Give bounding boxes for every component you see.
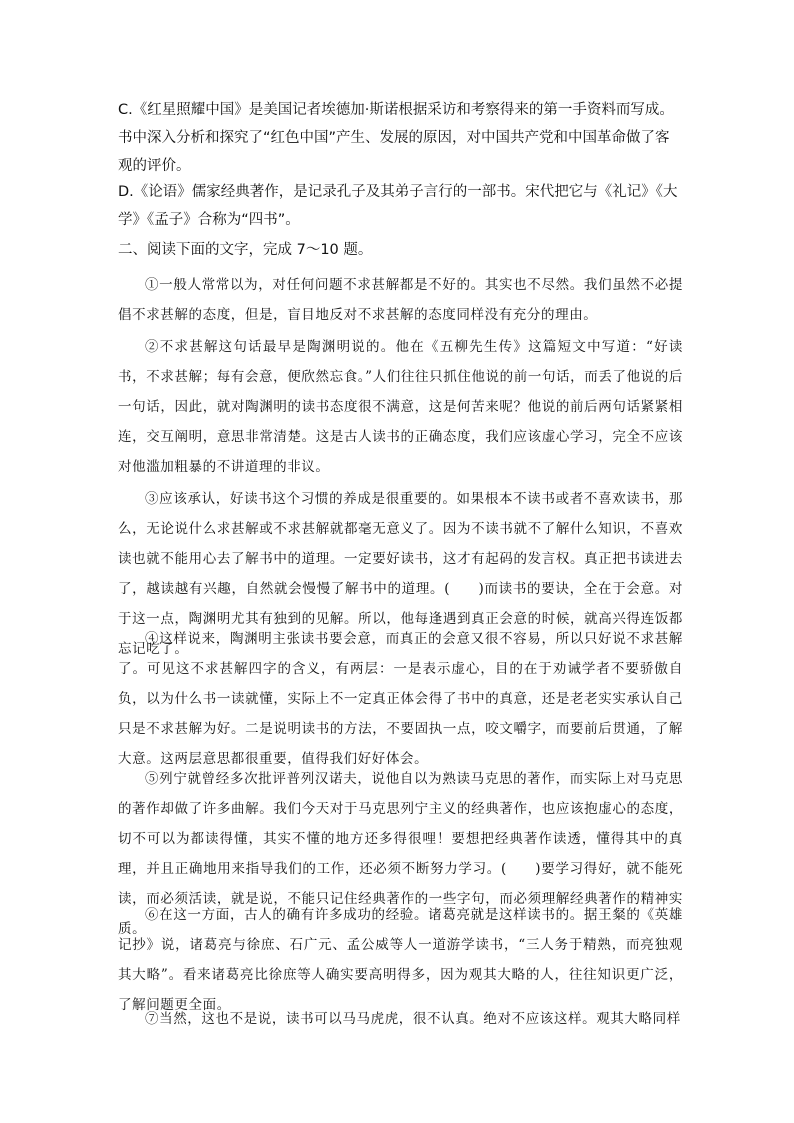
paragraph-1: ①一般人常常以为，对任何问题不求甚解都是不好的。其实也不尽然。我们虽然不必提倡不求甚解的态度，但是，盲目地反对不求甚解的态度同样没有充分的理由。 [118, 277, 683, 323]
option-c: C.《红星照耀中国》是美国记者埃德加·斯诺根据采访和考察得来的第一手资料而写成。书中深入分析和探究了“红色中国”产生、发展的原因，对中国共产党和中国革命做了客观的评价。 [118, 102, 674, 174]
paragraph-6: ⑥在这一方面，古人的确有许多成功的经验。诸葛亮就是这样读书的。据王粲的《英雄记抄》说，诸葛亮与徐庶、石广元、孟公威等人一道游学读书，“三人务于精熟，而亮独观其大略”。看来诸葛亮比徐庶等人确实要高明得多，因为观其大略的人，往往知识更广泛，了解问题更全面。 [118, 907, 683, 1013]
section-heading: 二、阅读下面的文字，完成 7～10 题。 [118, 242, 373, 258]
paragraph-3: ③应该承认，好读书这个习惯的养成是很重要的。如果根本不读书或者不喜欢读书，那么，无论说什么求甚解或不求甚解就都毫无意义了。因为不读书就不了解什么知识，不喜欢读也就不能用心去了解书中的道理。一定要好读书，这才有起码的发言权。真正把书读进去了，越读越有兴趣，自然就会慢慢了解书中的道理。( )而读书的要诀，全在于会意。对于这一点，陶渊明尤其有独到的见解。所以，他每逢遇到真正会意的时候，就高兴得连饭都忘记吃了。 [118, 491, 683, 657]
paragraph-2: ②不求甚解这句话最早是陶渊明说的。他在《五柳先生传》这篇短文中写道：“好读书，不求甚解；每有会意，便欣然忘食。”人们往往只抓住他说的前一句话，而丢了他说的后一句话，因此，就对陶渊明的读书态度很不满意，这是何苦来呢？他说的前后两句话紧紧相连，交互阐明，意思非常清楚。这是古人读书的正确态度，我们应该虚心学习，完全不应该对他滥加粗暴的不讲道理的非议。 [118, 339, 683, 475]
paragraph-4: ④这样说来，陶渊明主张读书要会意，而真正的会意又很不容易，所以只好说不求甚解了。可见这不求甚解四字的含义，有两层：一是表示虚心，目的在于劝诫学者不要骄傲自负，以为什么书一读就懂，实际上不一定真正体会得了书中的真意，还是老老实实承认自己只是不求甚解为好。二是说明读书的方法，不要固执一点，咬文嚼字，而要前后贯通，了解大意。这两层意思都很重要，值得我们好好体会。 [118, 631, 683, 767]
paragraph-7: ⑦当然，这也不是说，读书可以马马虎虎，很不认真。绝对不应该这样。观其大略同样 [145, 1011, 681, 1027]
paragraph-5: ⑤列宁就曾经多次批评普列汉诺夫，说他自以为熟读马克思的著作，而实际上对马克思的著作却做了许多曲解。我们今天对于马克思列宁主义的经典著作，也应该抱虚心的态度，切不可以为都读得懂，其实不懂的地方还多得很哩！要想把经典著作读透，懂得其中的真理，并且正确地用来指导我们的工作，还必须不断努力学习。( )要学习得好，就不能死读，而必须活读，就是说，不能只记住经典著作的一些字句，而必须理解经典著作的精神实质。 [118, 771, 683, 937]
option-d: D.《论语》儒家经典著作，是记录孔子及其弟子言行的一部书。宋代把它与《礼记》《大学》《孟子》合称为“四书”。 [118, 184, 678, 228]
